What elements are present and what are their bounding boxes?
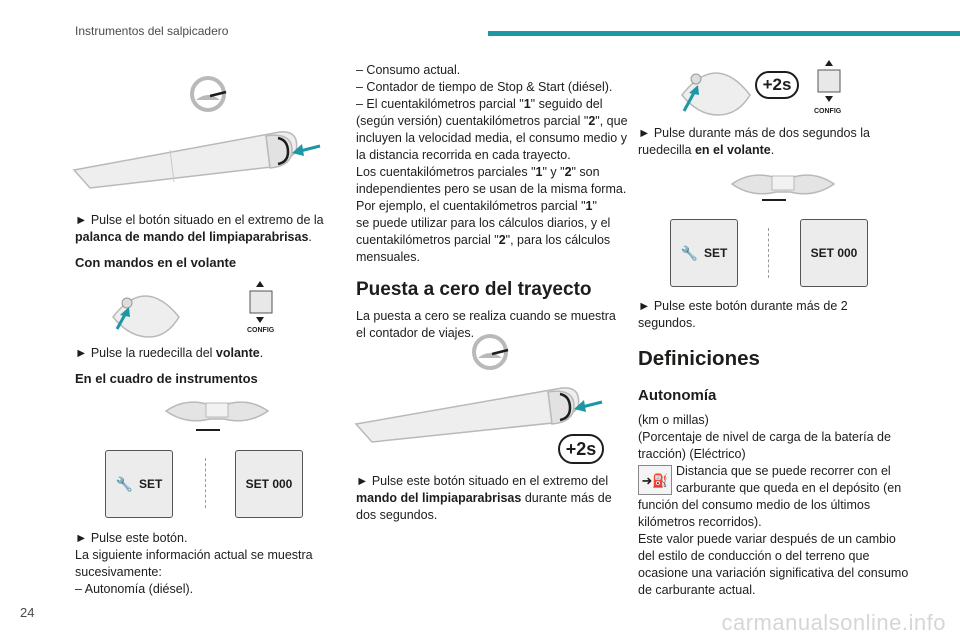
steering-wheel-icon: [192, 78, 226, 110]
info-line: sucesivamente:: [75, 565, 162, 579]
list-item: – Contador de tiempo de Stop & Start (diésel).: [356, 80, 613, 94]
instruction-wiper-step: ► Pulse el botón situado en el extremo de la palanca de mando del limpiaparabrisas.: [75, 213, 324, 244]
hold-2s-badge: +2s: [755, 71, 799, 99]
steering-wheel-hold-illustration: [676, 55, 756, 117]
list-item: – El cuentakilómetros parcial "1" seguido del: [356, 97, 603, 111]
config-button-illustration: [816, 58, 846, 108]
instrument-cluster-illustration: [162, 395, 272, 435]
heading-steering-controls: Con mandos en el volante: [75, 255, 237, 270]
instruction-wheel-step: ► Pulse la ruedecilla del volante.: [75, 346, 264, 360]
divider-dashed: [768, 228, 769, 278]
autonomy-description: ➜⛽ Distancia que se puede recorrer con el carburante que queda en el depósito (en función del consumo medio de los últimos kilómetros recorridos).: [638, 464, 902, 529]
instruction-button-hold: ► Pulse este botón durante más de 2: [638, 299, 848, 313]
running-header: Instrumentos del salpicadero: [75, 24, 229, 38]
divider-dashed: [205, 458, 206, 508]
heading-trip-reset: Puesta a cero del trayecto: [356, 279, 592, 300]
col1-text-c: [75, 530, 335, 598]
col3-text-b: ► Pulse este botón durante más de 2 segundos. Definiciones Autonomía (km o millas) (Porcentaje de nivel de carga de la batería de tracción) (Eléctrico) ➜⛽ Distancia que se puede recorrer con el carburante que queda en el depósito (en función del consumo medio de los últimos kilómetros recorridos). Este valor puede variar después de un cambio del estilo de conducción o del terreno que ocasione una variación significativa del consumo de carburante actual.: [638, 298, 928, 599]
col1-text-a: [75, 212, 325, 271]
config-label: CONFIG: [247, 327, 275, 334]
set-button-wrench: 🔧 SET: [105, 450, 173, 518]
config-label: CONFIG: [814, 108, 842, 115]
col2-text-b: ► Pulse este botón situado en el extremo del mando del limpiaparabrisas durante más de dos segundos.: [356, 473, 631, 524]
header-accent-bar: [488, 31, 960, 36]
instruction-wheel-hold: ► Pulse durante más de dos segundos la: [638, 126, 870, 140]
col2-text-a: – Consumo actual. – Contador de tiempo de Stop & Start (diésel). – El cuentakilómetros parcial "1" seguido del (según versión) cuentakilómetros parcial "2", que incluyen la velocidad media, el consumo medio y la distancia recorrida en cada trayecto. Los cuentakilómetros parciales "1" y "2" son independientes pero se usan de la misma forma. Por ejemplo, el cuentakilómetros parcial "1" se puede utilizar para los cálculos diarios, y el cuentakilómetros parcial "2", para los cálculos mensuales. Puesta a cero del trayecto La puesta a cero se realiza cuando se muestra el contador de viajes.: [356, 62, 631, 342]
list-item: – Consumo actual.: [356, 63, 461, 77]
set-button-wrench: 🔧 SET: [670, 219, 738, 287]
page-number: 24: [20, 605, 35, 620]
instruction-wiper-hold: ► Pulse este botón situado en el extremo del: [356, 474, 609, 488]
heading-definitions: Definiciones: [638, 347, 760, 370]
wrench-icon: 🔧: [115, 475, 134, 492]
wrench-icon: 🔧: [680, 244, 699, 261]
heading-autonomy: Autonomía: [638, 387, 717, 404]
set-000-button: SET 000: [800, 219, 868, 287]
col1-text-b: [75, 345, 325, 387]
steering-wheel-icon: [474, 336, 508, 368]
fuel-range-icon: ➜⛽: [638, 465, 672, 495]
wiper-lever-icon: [74, 132, 297, 188]
col3-text-a: ► Pulse durante más de dos segundos la ruedecilla en el volante.: [638, 125, 928, 159]
hold-2s-badge: +2s: [558, 434, 604, 464]
steering-wheel-config-illustration: [105, 277, 305, 341]
set-000-button: SET 000: [235, 450, 303, 518]
list-item: – Autonomía (diésel).: [75, 582, 194, 596]
heading-instrument-cluster: En el cuadro de instrumentos: [75, 371, 258, 386]
instruction-press-button: ► Pulse este botón.: [75, 531, 188, 545]
info-line: La siguiente información actual se muestra: [75, 548, 313, 562]
wiper-lever-icon: [356, 388, 579, 442]
instrument-cluster-illustration: [728, 168, 838, 208]
wiper-stalk-illustration: [70, 70, 330, 210]
watermark: carmanualsonline.info: [721, 610, 946, 635]
